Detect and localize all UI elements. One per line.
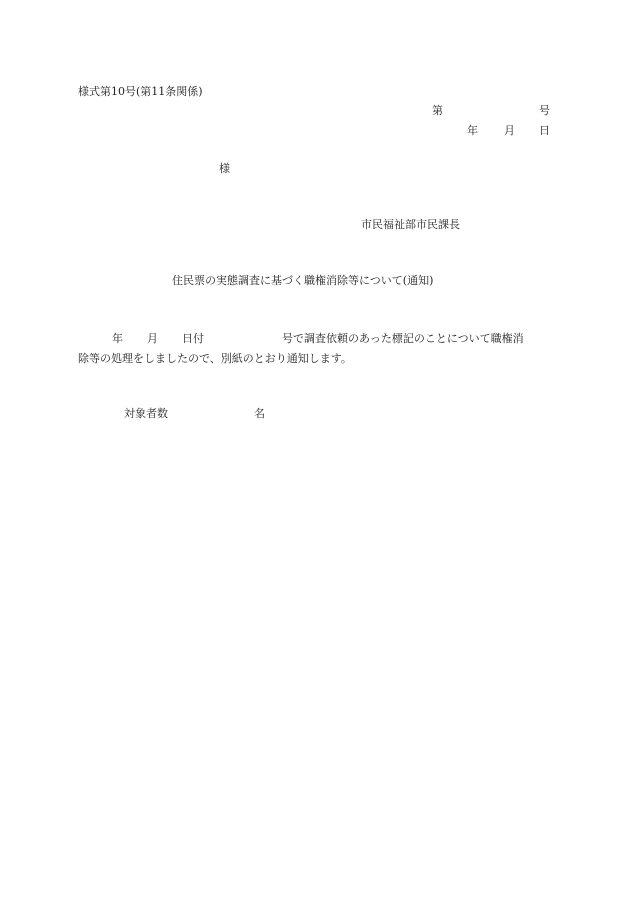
body-line-1 (78, 329, 550, 349)
form-number: 様式第10号(第11条関係) (78, 85, 203, 98)
date-day-label: 日 (539, 124, 550, 137)
document-number-suffix: 号 (539, 104, 550, 117)
date-year-label: 年 (467, 124, 478, 137)
recipient-honorific: 様 (219, 162, 230, 175)
body-paragraph (78, 329, 550, 369)
body-line-1-text: 号で調査依頼のあった標記のことについて職権消 (282, 332, 524, 345)
body-year-label: 年 (112, 332, 123, 345)
sender-title: 市民福祉部市民課長 (361, 218, 460, 231)
date-month-label: 月 (504, 124, 515, 137)
body-line-2: 除等の処理をしましたので、別紙のとおり通知します。 (78, 352, 352, 365)
document-number-prefix: 第 (432, 104, 443, 117)
body-month-label: 月 (147, 332, 158, 345)
document-title: 住民票の実態調査に基づく職権消除等について(通知) (172, 274, 434, 287)
target-count-unit: 名 (254, 407, 265, 420)
body-date-label: 日付 (182, 332, 204, 345)
target-count-label: 対象者数 (124, 407, 168, 420)
